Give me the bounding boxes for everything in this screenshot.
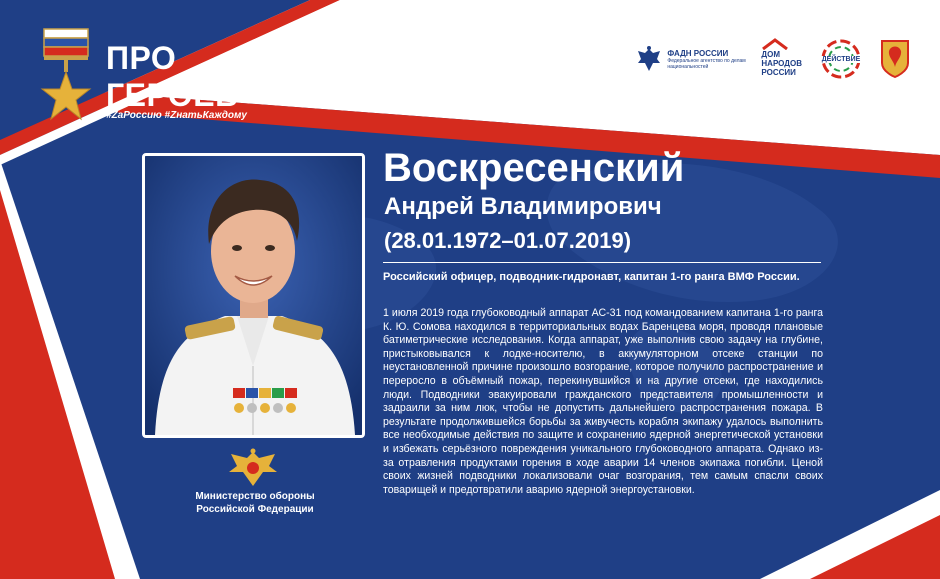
ministry-line2: Российской Федерации [196, 504, 314, 515]
divider [383, 262, 821, 263]
deistvie-label: ДЕЙСТВИЕ [821, 55, 861, 63]
roof-icon [761, 38, 789, 50]
hero-biography: 1 июля 2019 года глубоководный аппарат АС-31 под командованием капитана 1-го ранга К. Ю. Сомова находился в территориальных водах Баренцева моря, проводя плановые батиметрические исследования. Когда аппарат, уже выполнив свою задачу на глубине, пристыковывался к лодке-носителю, в аккумуляторном отсеке станции по неустановленной причине произошло возгорание, которое получило распространение и переросло в объёмный пожар, перекинувшийся и на другие отсеки, где находились люди. Подводники эвакуировали гражданского представителя промышленности и задраили за ним люк, чтобы не допустить дальнейшего распространения пожара. В результате продолжившейся борьбы за живучесть корабля экипажу удалось выполнить все необходимые действия по защите и сохранению ядерной энергетической установки и избежать серьёзного повреждения уникального глубоководного аппарата. Однако из-за отравления продуктами горения в ходе аварии 14 членов экипажа погибли. Ценой своих жизней подводники локализовали очаг возгорания, тем самым спасли своих товарищей и предотвратили аварию ядерной энергоустановки. [383, 307, 823, 496]
dom-line3: РОССИИ [761, 67, 796, 77]
fadn-name: ФАДН РОССИИ [667, 48, 729, 58]
dom-line2: НАРОДОВ [761, 58, 802, 68]
dom-narodov-logo [761, 42, 802, 77]
fadn-subtitle: Федеральное агентство по делам национальностей [667, 57, 746, 70]
fadn-logo [636, 45, 747, 73]
hero-dates: (28.01.1972–01.07.2019) [384, 228, 632, 253]
ministry-caption [150, 490, 360, 516]
ministry-emblem-icon [225, 448, 281, 490]
double-eagle-icon [636, 45, 662, 73]
brand-title-line1: ПРО [106, 40, 177, 76]
hero-star-medal-icon [40, 27, 92, 127]
brand-title [106, 40, 239, 114]
partner-logos [636, 34, 910, 84]
hero-portrait [142, 153, 365, 438]
portrait-image [145, 156, 362, 435]
brand-title-line2: ГЕРОЕВ [106, 77, 239, 113]
ministry-line1: Министерство обороны [195, 491, 315, 502]
dom-line1: ДОМ [761, 49, 780, 59]
hero-surname: Воскресенский [383, 146, 685, 190]
hero-role: Российский офицер, подводник-гидронавт, капитан 1-го ранга ВМФ России. [383, 271, 800, 283]
hero-given-names: Андрей Владимирович [384, 193, 662, 220]
kirov-coat-of-arms-icon [880, 39, 910, 79]
hashtags: #ZaРоссию #ZнатьКаждому [106, 110, 247, 121]
deistvie-logo [816, 36, 866, 82]
